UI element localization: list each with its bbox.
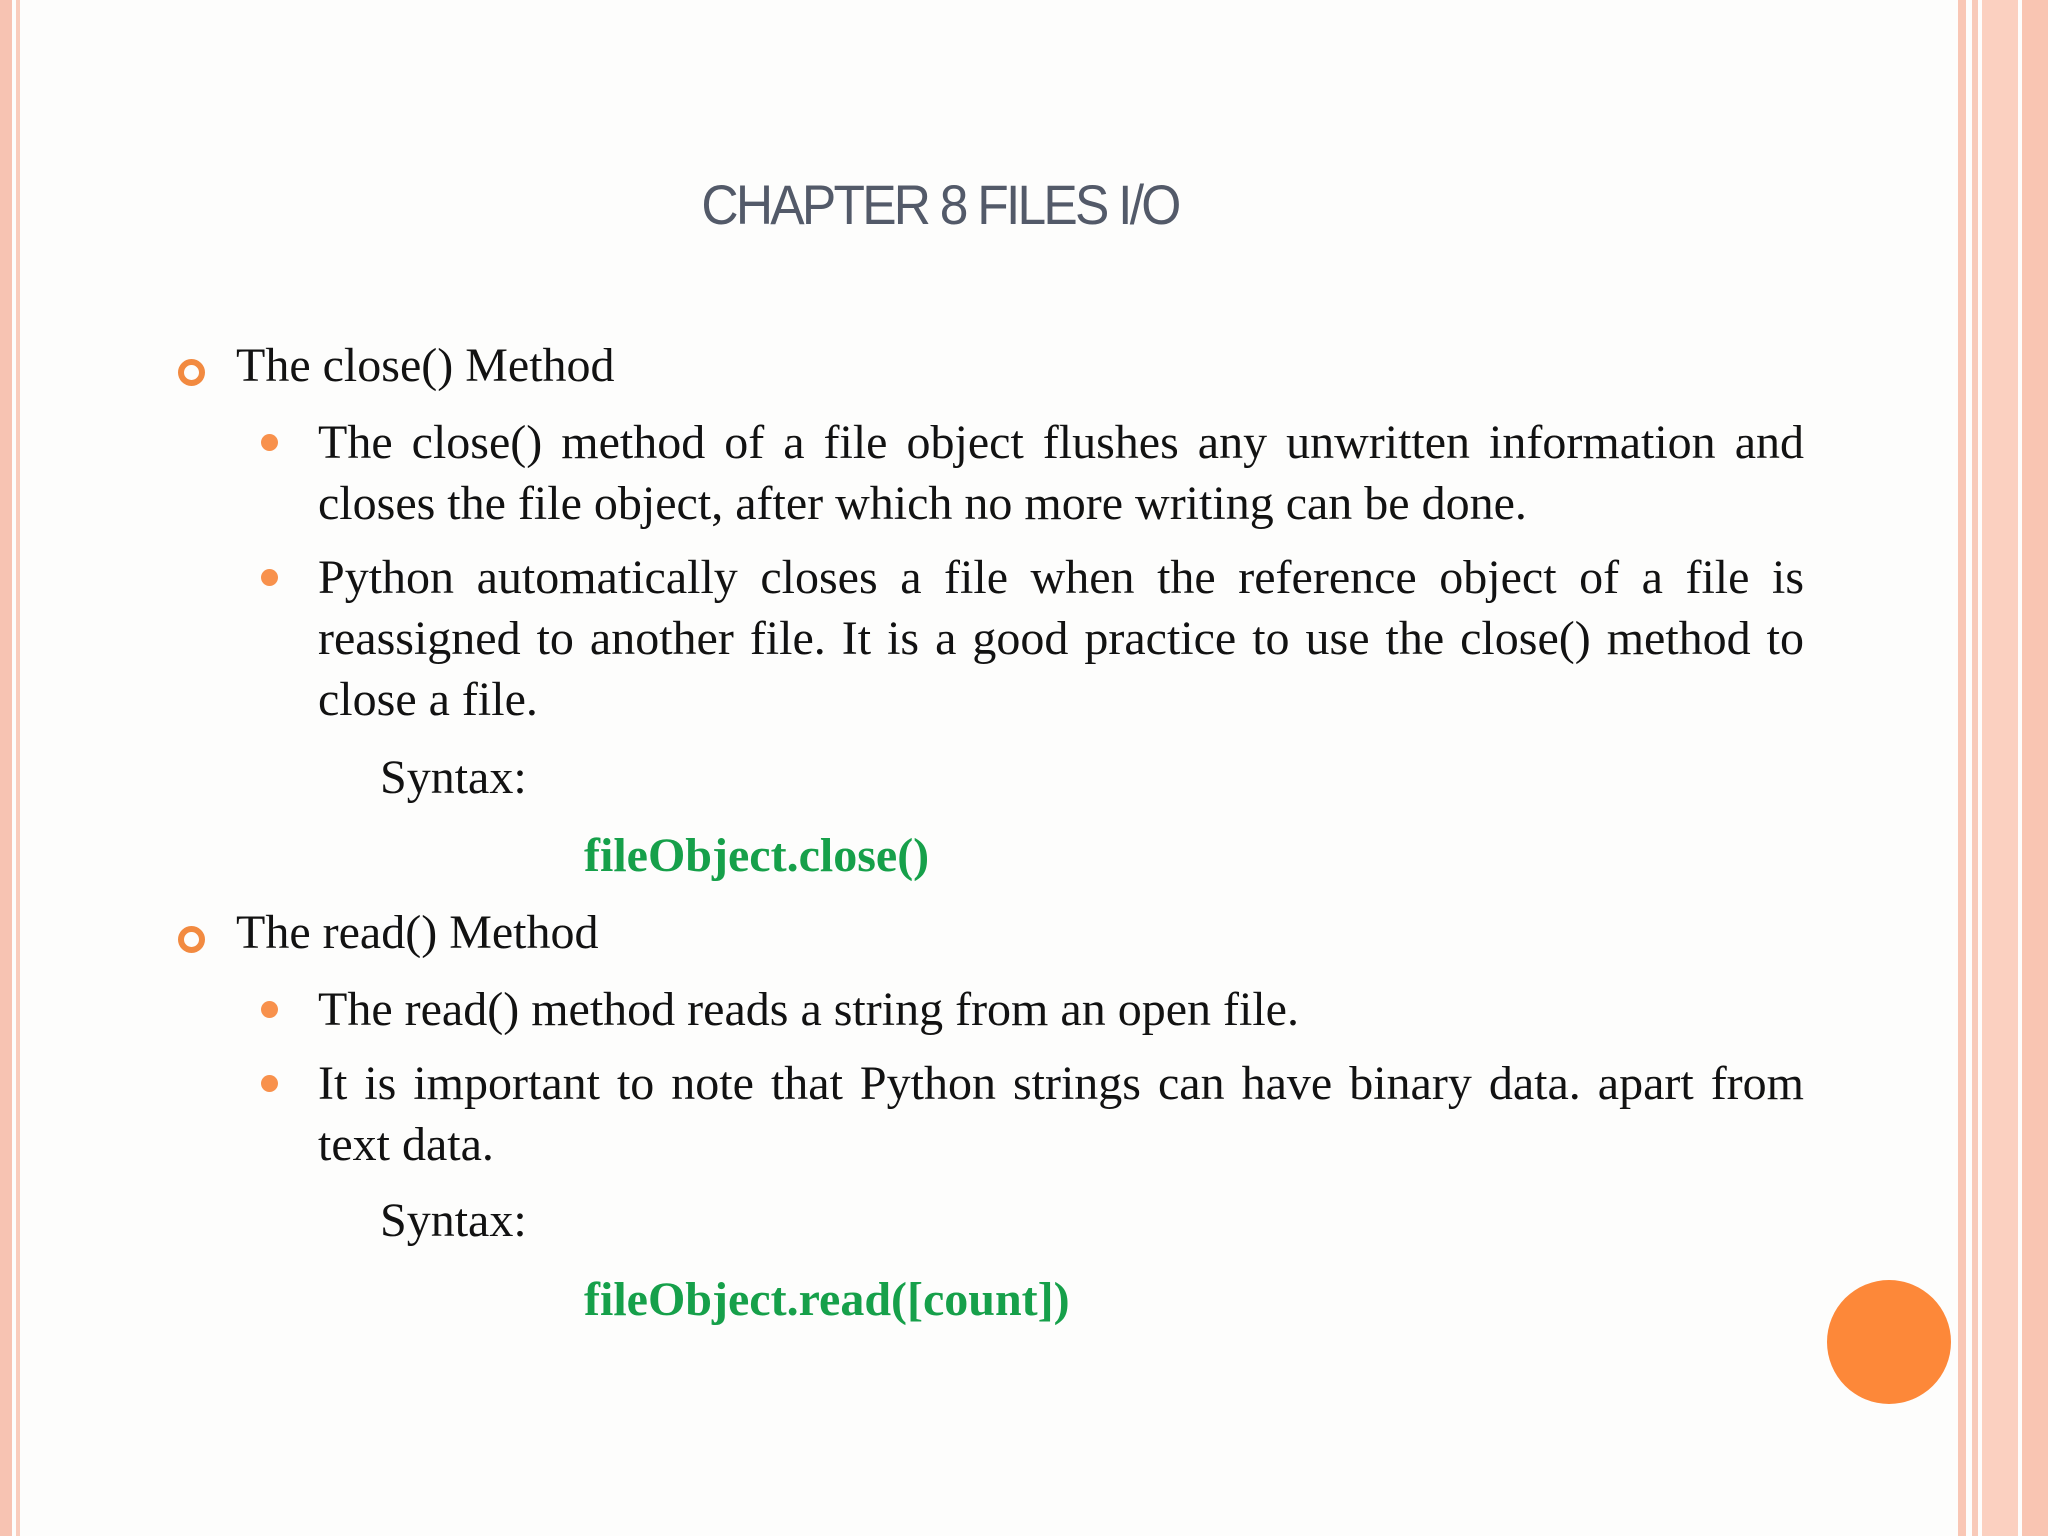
section-heading-read: The read() Method xyxy=(236,906,599,959)
dot-bullet-icon xyxy=(261,1075,278,1092)
slide-title: CHAPTER 8 FILES I/O xyxy=(701,173,1179,236)
right-border-stripe-2 xyxy=(1972,0,1978,1536)
left-border-inner-stripe xyxy=(16,0,20,1536)
close-point-1: The close() method of a file object flushes any unwritten information and closes the file object, after which no more writing can be done. xyxy=(318,416,1804,530)
hollow-circle-bullet-icon xyxy=(178,926,205,953)
section-heading-close: The close() Method xyxy=(236,339,615,392)
read-point-1: The read() method reads a string from an open file. xyxy=(318,983,1299,1036)
read-syntax-code: fileObject.read([count]) xyxy=(584,1273,1070,1326)
dot-bullet-icon xyxy=(261,569,278,586)
dot-bullet-icon xyxy=(261,434,278,451)
right-border-band xyxy=(1982,0,2018,1536)
close-point-2: Python automatically closes a file when the reference object of a file is reassigned to another file. It is a good practice to use the close() method to close a file. xyxy=(318,551,1804,726)
read-point-2: It is important to note that Python strings can have binary data. apart from text data. xyxy=(318,1057,1804,1171)
decorative-orange-circle xyxy=(1827,1280,1951,1404)
hollow-circle-bullet-icon xyxy=(178,359,205,386)
read-syntax-label: Syntax: xyxy=(380,1194,527,1247)
close-syntax-label: Syntax: xyxy=(380,751,527,804)
right-border-edge xyxy=(2022,0,2048,1536)
left-border-stripe xyxy=(0,0,12,1536)
right-border-stripe-1 xyxy=(1958,0,1966,1536)
close-syntax-code: fileObject.close() xyxy=(584,829,930,882)
dot-bullet-icon xyxy=(261,1001,278,1018)
